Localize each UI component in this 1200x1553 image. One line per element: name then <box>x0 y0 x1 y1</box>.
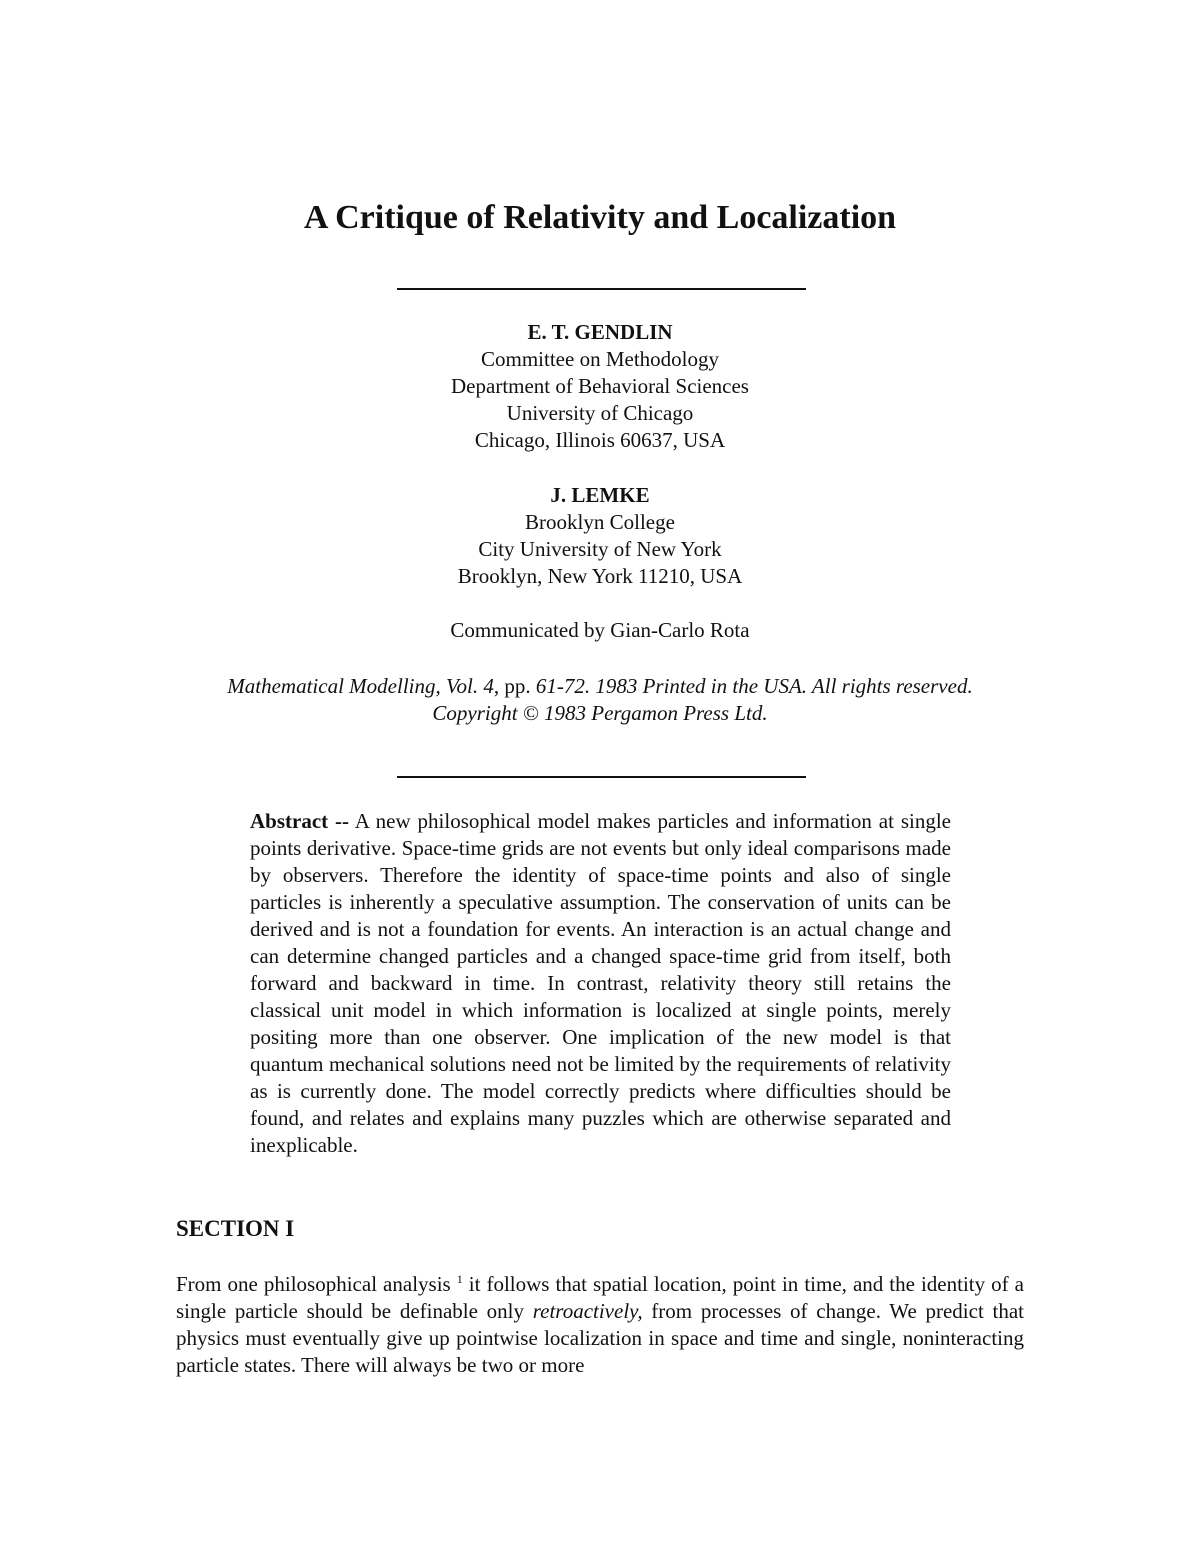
abstract <box>250 808 951 1159</box>
affiliation-line: Department of Behavioral Sciences <box>451 374 749 398</box>
affiliation-line: Chicago, Illinois 60637, USA <box>474 428 726 452</box>
affiliation-line: City University of New York <box>478 537 722 561</box>
citation-pages-label: , pp. <box>493 674 536 698</box>
affiliation-line: Brooklyn, New York 11210, USA <box>457 564 743 588</box>
affiliation-line: Committee on Methodology <box>481 347 719 371</box>
citation-journal: Mathematical Modelling, Vol. 4 <box>227 674 494 698</box>
paper-title: A Critique of Relativity and Localization <box>303 199 897 236</box>
affiliation-line: University of Chicago <box>506 401 694 425</box>
author-name: J. LEMKE <box>550 483 650 507</box>
para-emphasis: retroactively, <box>532 1299 643 1323</box>
abstract-label: Abstract -- <box>250 809 350 833</box>
abstract-text: A new philosophical model makes particles and information at single points derivative. Space-time grids are not events but only ideal comparisons made by observers. Therefore the identity of space-time points and also of single particles is inherently a speculative assumption. The conservation of units can be derived and is not a foundation for events. An interaction is an actual change and can determine changed particles and a changed space-time grid from itself, both forward and backward in time. In contrast, relativity theory still retains the classical unit model in which information is localized at single points, merely positing more than one observer. One implication of the new model is that quantum mechanical solutions need not be limited by the requirements of relativity as is currently done. The model correctly predicts where difficulties should be found, and relates and explains many puzzles which are otherwise separated and inexplicable. <box>250 809 951 1157</box>
section-heading: SECTION I <box>176 1216 295 1241</box>
bottom-divider <box>397 776 806 778</box>
para-text-2: it follows that spatial location, point in time, and the identity of a single particle should be definable only <box>176 1272 1024 1323</box>
author-block-gendlin <box>0 319 1200 454</box>
author-name: E. T. GENDLIN <box>527 320 673 344</box>
author-block-lemke <box>0 482 1200 590</box>
communicated-by: Communicated by Gian-Carlo Rota <box>450 618 750 642</box>
para-text-3: from processes of change. We predict that physics must eventually give up pointwise localization in space and time and single, noninteracting particle states. There will always be two or more <box>176 1299 1024 1377</box>
journal-citation <box>0 673 1200 727</box>
footnote-ref: 1 <box>456 1272 463 1286</box>
top-divider <box>397 288 806 290</box>
affiliation-line: Brooklyn College <box>525 510 675 534</box>
citation-rest: 61-72. 1983 Printed in the USA. All rights reserved. <box>535 674 973 698</box>
para-text-1: From one philosophical analysis <box>176 1272 457 1296</box>
citation-copyright: Copyright © 1983 Pergamon Press Ltd. <box>432 701 768 725</box>
body-paragraph <box>176 1271 1024 1379</box>
